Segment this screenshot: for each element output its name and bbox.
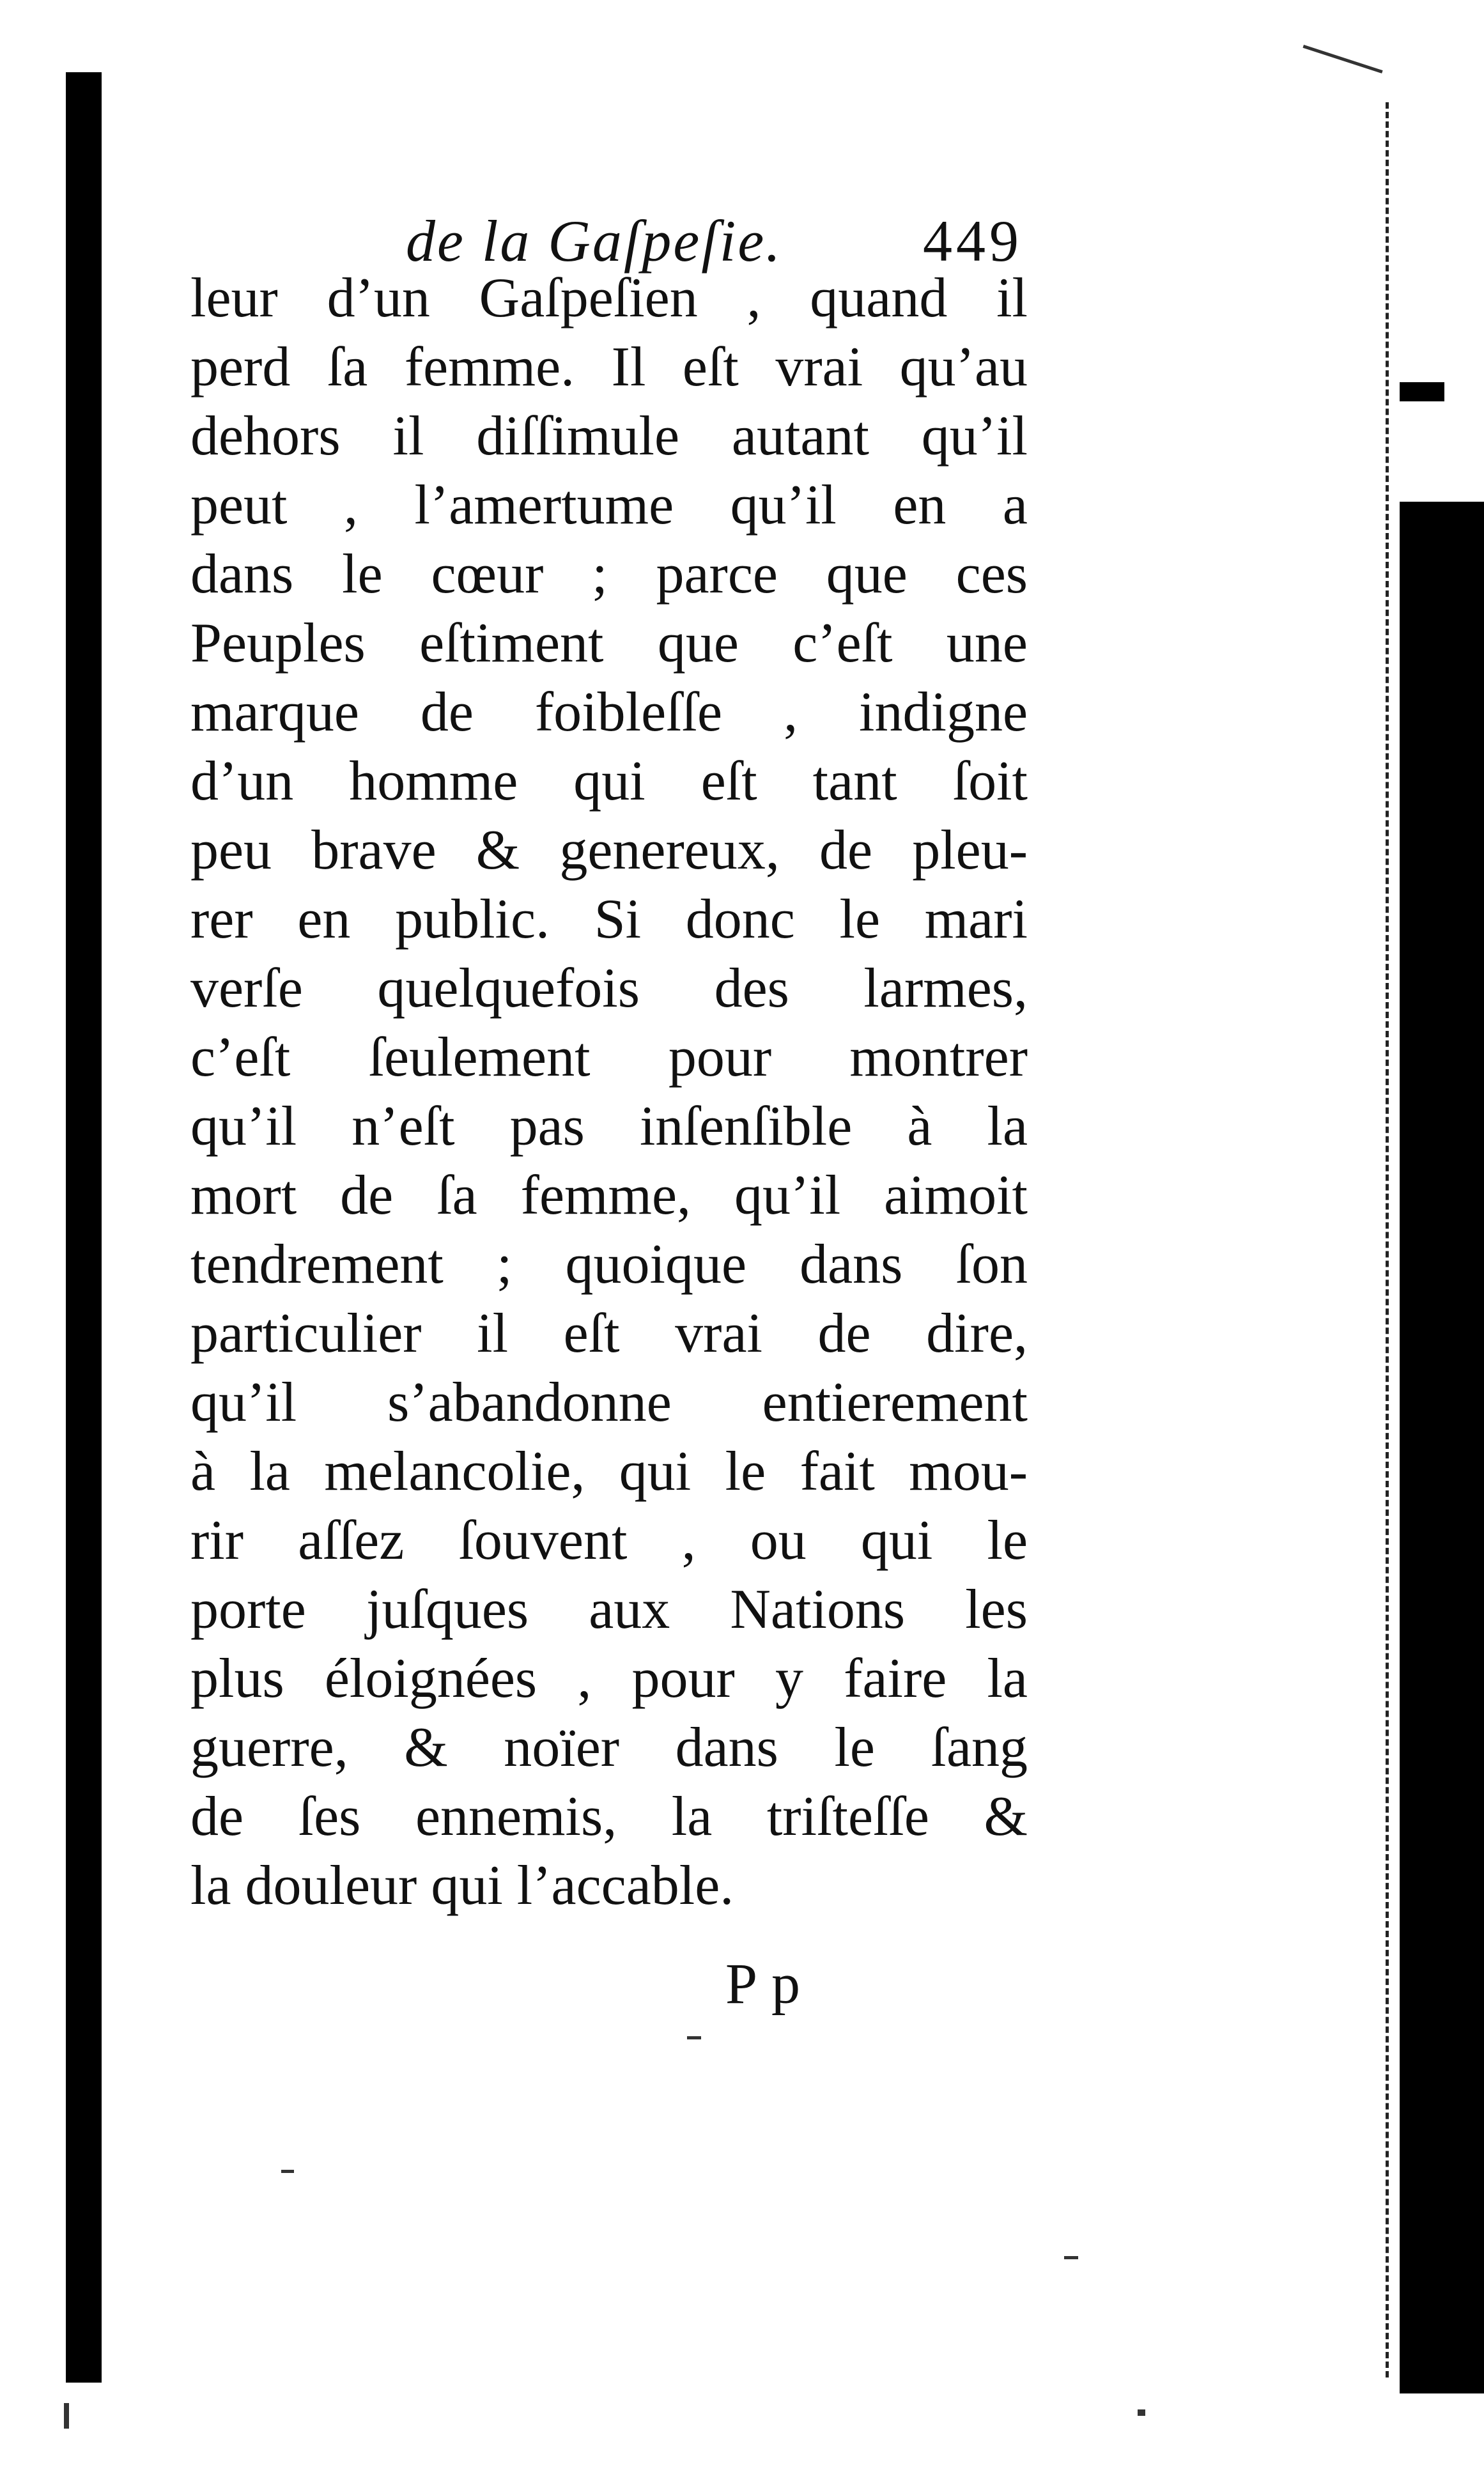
text-line: Peuples eſtiment que c’eſt une: [190, 612, 1028, 674]
text-line: rer en public. Si donc le mari: [190, 888, 1028, 950]
text-line: plus éloignées , pour y faire la: [190, 1648, 1028, 1710]
page-edge-line: [1386, 102, 1389, 2377]
text-line: d’un homme qui eſt tant ſoit: [190, 750, 1028, 812]
text-line: à la melancolie, qui le fait mou-: [190, 1441, 1028, 1503]
text-line: qu’il s’abandonne entierement: [190, 1372, 1028, 1434]
text-line: guerre, & noïer dans le ſang: [190, 1717, 1028, 1779]
corner-scratch: [1291, 45, 1383, 110]
speck: [1064, 2256, 1078, 2259]
speck: [281, 2170, 294, 2173]
text-line: qu’il n’eſt pas inſenſible à la: [190, 1095, 1028, 1157]
text-line: tendrement ; quoique dans ſon: [190, 1233, 1028, 1295]
speck: [687, 2036, 701, 2039]
text-line: peu brave & genereux, de pleu-: [190, 819, 1028, 881]
next-page-edge: [1400, 502, 1484, 2393]
binding-shadow: [66, 72, 102, 2383]
text-line: porte juſques aux Nations les: [190, 1579, 1028, 1641]
text-line: la douleur qui l’accable.: [190, 1855, 734, 1917]
running-title: de la Gaſpeſie.: [406, 208, 783, 274]
text-line: verſe quelquefois des larmes,: [190, 957, 1028, 1019]
text-line: c’eſt ſeulement pour montrer: [190, 1026, 1028, 1088]
text-line: mort de ſa femme, qu’il aimoit: [190, 1164, 1028, 1226]
text-line: leur d’un Gaſpeſien , quand il: [190, 267, 1028, 329]
text-line: particulier il eſt vrai de dire,: [190, 1303, 1028, 1365]
text-line: marque de foibleſſe , indigne: [190, 681, 1028, 743]
speck: [64, 2403, 69, 2429]
signature-mark: Pp: [725, 1952, 815, 2016]
text-line: perd ſa femme. Il eſt vrai qu’au: [190, 336, 1028, 398]
text-line: rir aſſez ſouvent , ou qui le: [190, 1510, 1028, 1572]
text-line: peut , l’amertume qu’il en a: [190, 474, 1028, 536]
text-line: dans le cœur ; parce que ces: [190, 543, 1028, 605]
body-text: [190, 264, 1028, 1921]
speck: [1138, 2409, 1145, 2416]
text-line: de ſes ennemis, la triſteſſe &: [190, 1786, 1028, 1848]
page-edge-mark: [1400, 382, 1444, 401]
text-line: dehors il diſſimule autant qu’il: [190, 405, 1028, 467]
page-number: 449: [923, 208, 1023, 274]
